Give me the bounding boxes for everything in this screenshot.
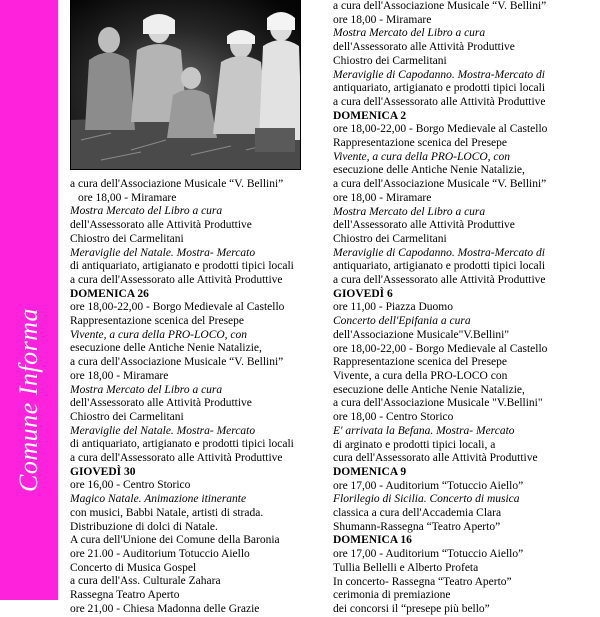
program-line: E' arrivata la Befana. Mostra- Mercato <box>333 424 515 437</box>
event-date-heading: GIOVEDÌ 30 <box>70 465 136 478</box>
event-date-heading: DOMENICA 16 <box>333 534 412 547</box>
program-line: Mostra Mercato del Libro a cura <box>70 205 223 218</box>
program-line: ore 18,00 - Miramare <box>333 191 432 204</box>
program-line: ore 21.00 - Auditorium Totuccio Aiello <box>70 547 250 560</box>
program-line: Rappresentazione scenica del Presepe <box>70 315 245 328</box>
program-line: a cura dell'Associazione Musicale “V. Bellini” <box>333 0 547 12</box>
event-date-heading: DOMENICA 9 <box>333 465 407 478</box>
program-line: esecuzione delle Antiche Nenie Natalizie, <box>333 383 525 396</box>
program-line: Chiostro dei Carmelitani <box>333 54 447 67</box>
program-line: dell'Assessorato alle Attività Produttive <box>333 219 515 232</box>
program-line: a cura dell'Associazione Musicale "V.Bellini" <box>333 397 543 410</box>
program-line: Meraviglie del Natale. Mostra- Mercato <box>70 424 256 437</box>
program-line: Chiostro dei Carmelitani <box>70 410 184 423</box>
program-line: ore 18,00 - Miramare <box>333 13 432 26</box>
program-line: Meraviglie del Natale. Mostra- Mercato <box>70 246 256 259</box>
event-date-heading: DOMENICA 2 <box>333 109 407 122</box>
program-line: ore 17,00 - Auditorium “Totuccio Aiello” <box>333 548 524 561</box>
program-line: Concerto dell'Epifania a cura <box>333 315 471 328</box>
program-line: Mostra Mercato del Libro a cura <box>70 383 223 396</box>
nativity-photo-image <box>71 0 301 170</box>
event-date-heading: GIOVEDÌ 6 <box>333 287 393 300</box>
program-line: dei concorsi il “presepe più bello” <box>333 602 490 615</box>
program-line: antiquariato, artigianato e prodotti tipici locali <box>333 82 546 95</box>
program-line: Mostra Mercato del Libro a cura <box>333 205 486 218</box>
program-left-column <box>70 178 308 617</box>
program-line: di arginato e prodotti tipici locali, a <box>333 438 496 451</box>
program-line: Florilegio di Sicilia. Concerto di musica <box>333 493 520 506</box>
program-line: Vivente, a cura della PRO-LOCO con <box>333 369 508 382</box>
sidebar-band <box>0 0 58 600</box>
program-line: a cura dell'Assessorato alle Attività Produttive <box>333 95 546 108</box>
program-line: classica a cura dell'Accademia Clara <box>333 507 502 520</box>
program-line: a cura dell'Ass. Culturale Zahara <box>70 575 221 588</box>
program-line: Meraviglie di Capodanno. Mostra-Mercato di <box>333 68 545 81</box>
program-line: ore 18,00 - Centro Storico <box>333 411 454 424</box>
program-line: ore 11,00 - Piazza Duomo <box>333 301 453 314</box>
program-line: In concerto- Rassegna “Teatro Aperto” <box>333 575 512 588</box>
program-line: a cura dell'Associazione Musicale “V. Bellini” <box>70 356 284 369</box>
program-line: ore 17,00 - Auditorium “Totuccio Aiello” <box>333 479 524 492</box>
program-line: con musici, Babbi Natale, artisti di strada. <box>70 506 264 519</box>
program-line: a cura dell'Assessorato alle Attività Produttive <box>333 274 546 287</box>
program-line: esecuzione delle Antiche Nenie Natalizie, <box>333 164 525 177</box>
program-line: ore 18,00-22,00 - Borgo Medievale al Castello <box>333 123 548 136</box>
program-line: Chiostro dei Carmelitani <box>70 232 184 245</box>
program-line: cura dell'Assessorato alle Attività Produttive <box>333 452 538 465</box>
program-line: dell'Assessorato alle Attività Produttive <box>333 41 515 54</box>
program-line: dell'Associazione Musicale"V.Bellini" <box>333 328 510 341</box>
program-line: di antiquariato, artigianato e prodotti tipici locali <box>70 438 294 451</box>
program-line: a cura dell'Assessorato alle Attività Produttive <box>70 273 283 286</box>
program-right-column <box>333 0 595 617</box>
program-line: ore 18,00-22,00 - Borgo Medievale al Castello <box>70 301 285 314</box>
program-line: di antiquariato, artigianato e prodotti tipici locali <box>70 260 294 273</box>
event-date-heading: DOMENICA 26 <box>70 287 149 300</box>
program-line: ore 18,00-22,00 - Borgo Medievale al Castello <box>333 342 548 355</box>
program-line: a cura dell'Assessorato alle Attività Produttive <box>70 452 283 465</box>
program-line: Meraviglie di Capodanno. Mostra-Mercato di <box>333 246 545 259</box>
nativity-photo <box>70 0 301 170</box>
program-line: Magico Natale. Animazione itinerante <box>70 493 247 506</box>
program-line: ore 18,00 - Miramare <box>70 369 169 382</box>
program-line: esecuzione delle Antiche Nenie Natalizie, <box>70 342 262 355</box>
program-line: Rassegna Teatro Aperto <box>70 589 180 602</box>
program-line: dell'Assessorato alle Attività Produttive <box>70 397 252 410</box>
program-line: dell'Assessorato alle Attività Produttive <box>70 219 252 232</box>
program-line: A cura dell'Unione dei Comune della Baronia <box>70 534 280 547</box>
program-line: Vivente, a cura della PRO-LOCO, con <box>70 328 248 341</box>
program-line: Concerto di Musica Gospel <box>70 561 197 574</box>
program-line: Tullia Bellelli e Alberto Profeta <box>333 561 479 574</box>
program-line: Vivente, a cura della PRO-LOCO, con <box>333 150 511 163</box>
program-line: Rappresentazione scenica del Presepe <box>333 137 508 150</box>
program-line: ore 18,00 - Miramare <box>78 191 177 204</box>
program-line: ore 16,00 - Centro Storico <box>70 479 191 492</box>
program-line: Chiostro dei Carmelitani <box>333 232 447 245</box>
program-line: a cura dell'Associazione Musicale “V. Bellini” <box>70 178 284 190</box>
program-line: Mostra Mercato del Libro a cura <box>333 27 486 40</box>
program-line: ore 21,00 - Chiesa Madonna delle Grazie <box>70 602 260 615</box>
program-line: a cura dell'Associazione Musicale “V. Bellini” <box>333 178 547 191</box>
program-line: cerimonia di premiazione <box>333 589 451 602</box>
program-line: Shumann-Rassegna “Teatro Aperto” <box>333 520 501 533</box>
program-line: antiquariato, artigianato e prodotti tipici locali <box>333 260 546 273</box>
program-line: Distribuzione di dolci di Natale. <box>70 520 218 533</box>
program-line: Rappresentazione scenica del Presepe <box>333 356 508 369</box>
sidebar-title: Comune Informa <box>14 308 43 492</box>
